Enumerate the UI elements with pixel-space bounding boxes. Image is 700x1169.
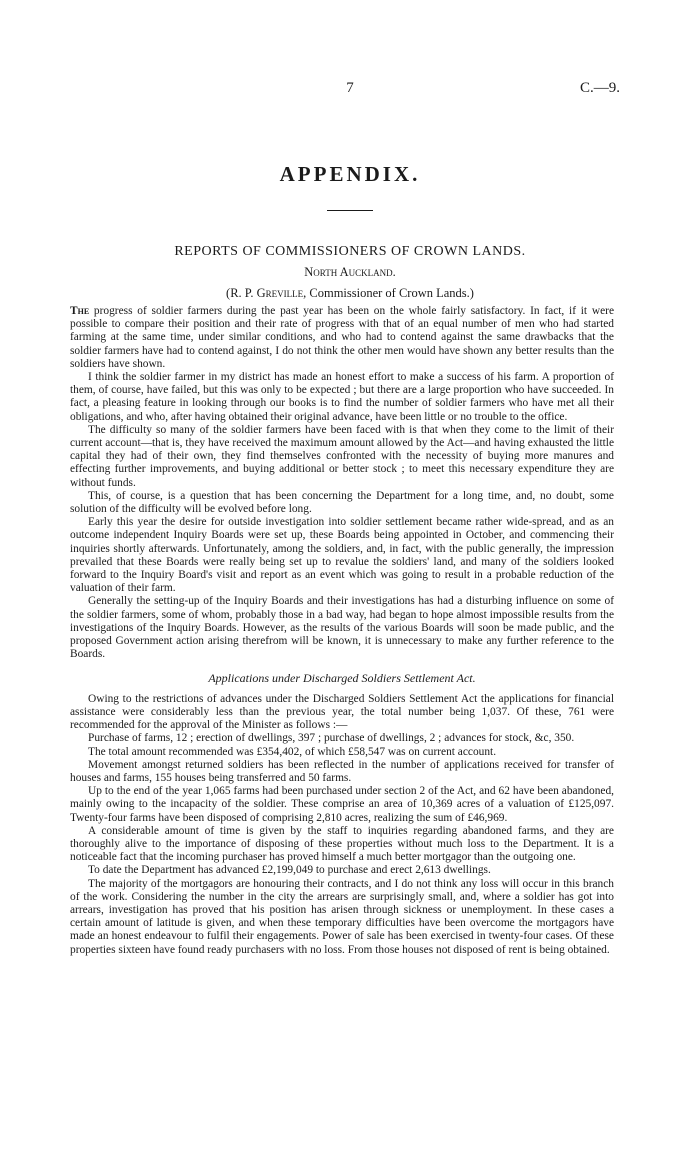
commissioner-rest: , Commissioner of Crown Lands.) (303, 286, 474, 300)
page-number: 7 (346, 80, 354, 96)
paragraph: Up to the end of the year 1,065 farms had been purchased under section 2 of the Act, and 62 have been abandoned, mainly owing to the incapacity of the soldier. These comprise an area of 10,369 acres of a valuation of £125,097. Twenty-four farms have been disposed of comprising 2,810 acres, realizing the sum of £46,969. (70, 785, 614, 824)
paragraph-text: progress of soldier farmers during the past year has been on the whole fairly satisfactory. In fact, if it were possible to compare their position and their rate of progress with that of an equal number of men who had started farming at the same time, under similar conditions, and who had to contend against the same drawbacks that the soldier farmers have had to contend against, I do not think the other men would have shown any better results than the soldiers have shown. (70, 305, 614, 370)
commissioner-open: (R. P. (226, 286, 257, 300)
paragraph: The difficulty so many of the soldier farmers have been faced with is that when they come to the limit of their current account—that is, they have received the maximum amount allowed by the Act—and having exhausted the little capital they had of their own, they find themselves confronted with the necessity of buying more manures and effecting further improvements, and buying additional or better stock ; to meet this necessary expenditure they are without funds. (70, 423, 614, 489)
section-heading: REPORTS OF COMMISSIONERS OF CROWN LANDS. (174, 244, 526, 259)
document-reference: C.—9. (579, 80, 620, 96)
commissioner-line (0, 286, 700, 301)
paragraph: Owing to the restrictions of advances under the Discharged Soldiers Settlement Act the applications for financial assistance were considerably less than the previous year, the total number being 1,037. Of these, 761 were recommended for the approval of the Minister as follows :— (70, 692, 614, 732)
title-rule (327, 210, 373, 211)
commissioner-name: Greville (256, 286, 304, 300)
paragraph: The majority of the mortgagors are honouring their contracts, and I do not think any loss will occur in this branch of the work. Considering the number in the city the arrears are surprisingly small, and, where a soldier has got into arrears, investigation has proved that his position has arisen through sickness or unemployment. In these cases a certain amount of latitude is given, and when these temporary difficulties have been overcome the mortgagors have made an honest endeavour to fulfil their engagements. Power of sale has been exercised in twenty-four cases. Of these properties sixteen have found ready purchasers with no loss. From those houses not disposed of rent is being obtained. (70, 877, 614, 956)
paragraph: Early this year the desire for outside investigation into soldier settlement became rather wide-spread, and as an outcome independent Inquiry Boards were set up, these Boards being appointed in October, and commencing their inquiries shortly afterwards. Unfortunately, among the soldiers, and, in fact, with the public generally, the impression prevailed that these Boards were really being set up to revalue the soldiers' land, and many of the soldiers looked forward to the Inquiry Board's visit and report as an event which was going to result in a probable reduction of the valuation of their farm. (70, 516, 614, 595)
paragraph: Purchase of farms, 12 ; erection of dwellings, 397 ; purchase of dwellings, 2 ; advances for stock, &c, 350. (88, 732, 575, 745)
paragraph: The total amount recommended was £354,402, of which £58,547 was on current account. (88, 745, 497, 758)
subsection-heading: Applications under Discharged Soldiers Settlement Act. (208, 671, 476, 686)
paragraph: I think the soldier farmer in my district has made an honest effort to make a success of his farm. A proportion of them, of course, have failed, but this was only to be expected ; but there are a large proportion who have succeeded. In fact, a pleasing feature in looking through our books is to find the number of soldier farmers who have met all their obligations, and who, after having obtained their original advance, have been little or no trouble to the office. (70, 371, 614, 423)
district-name: North Auckland. (304, 265, 396, 279)
paragraph (70, 305, 614, 371)
paragraph: This, of course, is a question that has been concerning the Department for a long time, and, no doubt, some solution of the difficulty will be evolved before long. (70, 489, 614, 516)
paragraph: Generally the setting-up of the Inquiry Boards and their investigations has had a disturbing influence on some of the soldier farmers, some of whom, probably those in a bad way, had began to hope almost impossible results from the investigations of the Inquiry Boards. However, as the results of the various Boards will soon be made public, and the proposed Government action arising therefrom will be known, it is unnecessary to make any further reference to the Boards. (70, 595, 614, 661)
paragraph: Movement amongst returned soldiers has been reflected in the number of applications received for transfer of houses and farms, 155 houses being transferred and 50 farms. (70, 758, 614, 784)
paragraph: A considerable amount of time is given by the staff to inquiries regarding abandoned farms, and they are thoroughly alive to the importance of disposing of these properties without much loss to the Department. It is a noticeable fact that the incoming purchaser has proved himself a much better mortgagor than the outgoing one. (70, 824, 614, 864)
paragraph: To date the Department has advanced £2,199,049 to purchase and erect 2,613 dwellings. (88, 864, 491, 877)
paragraph-lead: The (70, 305, 90, 317)
appendix-title: APPENDIX. (279, 162, 421, 186)
report-body (70, 305, 614, 957)
